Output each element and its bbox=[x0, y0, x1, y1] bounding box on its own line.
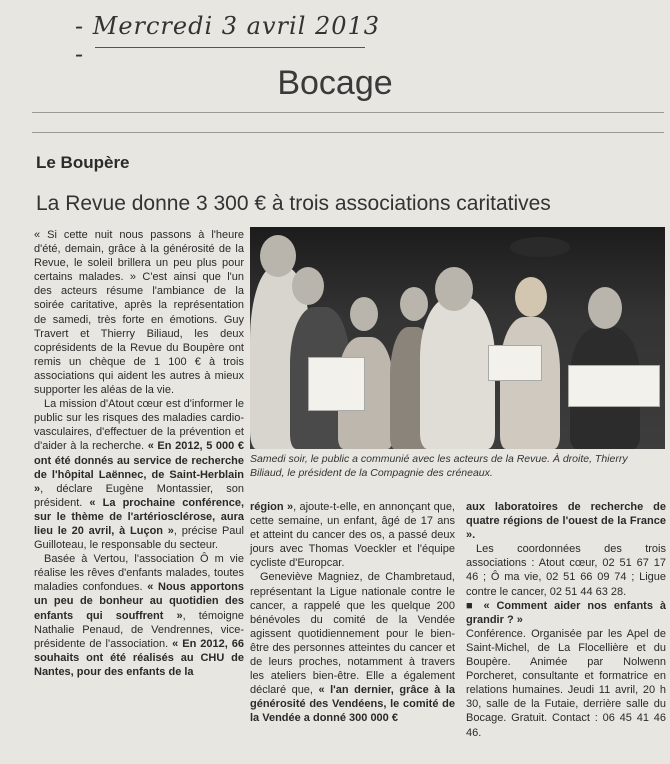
section-title: Bocage bbox=[277, 64, 393, 102]
locality-heading: Le Boupère bbox=[36, 153, 130, 172]
paragraph-contacts: Les coordonnées des trois associations : Atout cœur, 02 51 67 17 46 ; Ô ma vie, 02 51 66 09 74 ; Ligue contre le cancer, 02 51 44 63 28. bbox=[466, 543, 666, 598]
brief-conference: Conférence. Organisée par les Apel de Saint-Michel, de La Flocellière et du Boupère. Animée par Nolwenn Porcheret, consultante et formatrice en relations humaines. Jeudi 11 avril, 20 h 30, salle de la Futaie, derrière salle du Bocage. Gratuit. Contact : 06 45 41 46 46. bbox=[466, 627, 666, 739]
article-column-1 bbox=[34, 228, 244, 679]
photo-caption: Samedi soir, le public a communié avec les acteurs de la Revue. À droite, Thierry Biliaud, le président de la Compagnie des créneaux. bbox=[250, 453, 628, 479]
article-photo bbox=[250, 227, 665, 449]
article-headline: La Revue donne 3 300 € à trois associations caritatives bbox=[36, 192, 551, 215]
handwritten-underline bbox=[95, 47, 365, 48]
paragraph-o-ma-vie: Basée à Vertou, l'association Ô m vie réalise les rêves d'enfants malades, toutes maladies confondues. « Nous apportons un peu de bonheur au quotidien des enfants qui souffrent », témoigne Nathalie Penaud, de Vendrennes, vice-présidente de l'association. « En 2012, 66 souhaits ont été réalisés au CHU de Nantes, pour des enfants de la bbox=[34, 553, 245, 678]
article-column-2 bbox=[250, 500, 455, 726]
handwritten-date bbox=[75, 12, 395, 68]
paragraph-intro: « Si cette nuit nous passons à l'heure d'été, demain, grâce à la générosité de la Revue, le soleil brillera un peu plus pour certains malades. » C'est ainsi que l'un des acteurs résume l'ambiance de la soirée caritative, après la représentation de samedi, très forte en émotions. Guy Travert et Thierry Biliaud, les deux coprésidents de la Revue du Boupère ont remis un chèque de 1 100 € à trois associations qui aident les autres à mieux supporter les aléas de la vie. bbox=[34, 229, 244, 397]
brief-subhead: ■ « Comment aider nos enfants à grandir ? » bbox=[466, 599, 666, 626]
handwritten-date-text: - Mercredi 3 avril 2013 - bbox=[75, 12, 381, 68]
paragraph-continued: région », ajoute-t-elle, en annonçant que, cette semaine, un enfant, âgé de 17 ans et atteint du cancer des os, a passé deux jours avec Thomas Voeckler et l'équipe cycliste d'Europcar. bbox=[250, 501, 455, 570]
paragraph-atout-coeur: La mission d'Atout cœur est d'informer le public sur les risques des maladies cardio-vasculaires, d'effectuer de la prévention et d'aider à la recherche. « En 2012, 5 000 € ont été donnés au service de recherche de l'hôpital Laënnec, de Saint-Herblain », déclare Eugène Montassier, son président. « La prochaine conférence, sur le thème de l'artériosclérose, aura lieu le 20 avril, à Luçon », précise Paul Guilloteau, le responsable du secteur. bbox=[34, 398, 244, 552]
article-column-3 bbox=[466, 500, 666, 740]
paragraph-ligue: Geneviève Magniez, de Chambretaud, représentant la Ligue nationale contre le cancer, a rappelé que les quelque 200 bénévoles du comité de la Vendée agissent quotidiennement pour le bien-être des personnes atteintes du cancer et de leurs proches, notamment à travers les ateliers bien-être. Elle a également déclaré que, « l'an dernier, grâce à la générosité des Vendéens, le comité de la Vendée a donné 300 000 € bbox=[250, 571, 455, 725]
section-rule-bottom bbox=[32, 132, 664, 133]
section-rule-top bbox=[32, 112, 664, 113]
paragraph-laboratoires: aux laboratoires de recherche de quatre régions de l'ouest de la France ». bbox=[466, 501, 666, 542]
